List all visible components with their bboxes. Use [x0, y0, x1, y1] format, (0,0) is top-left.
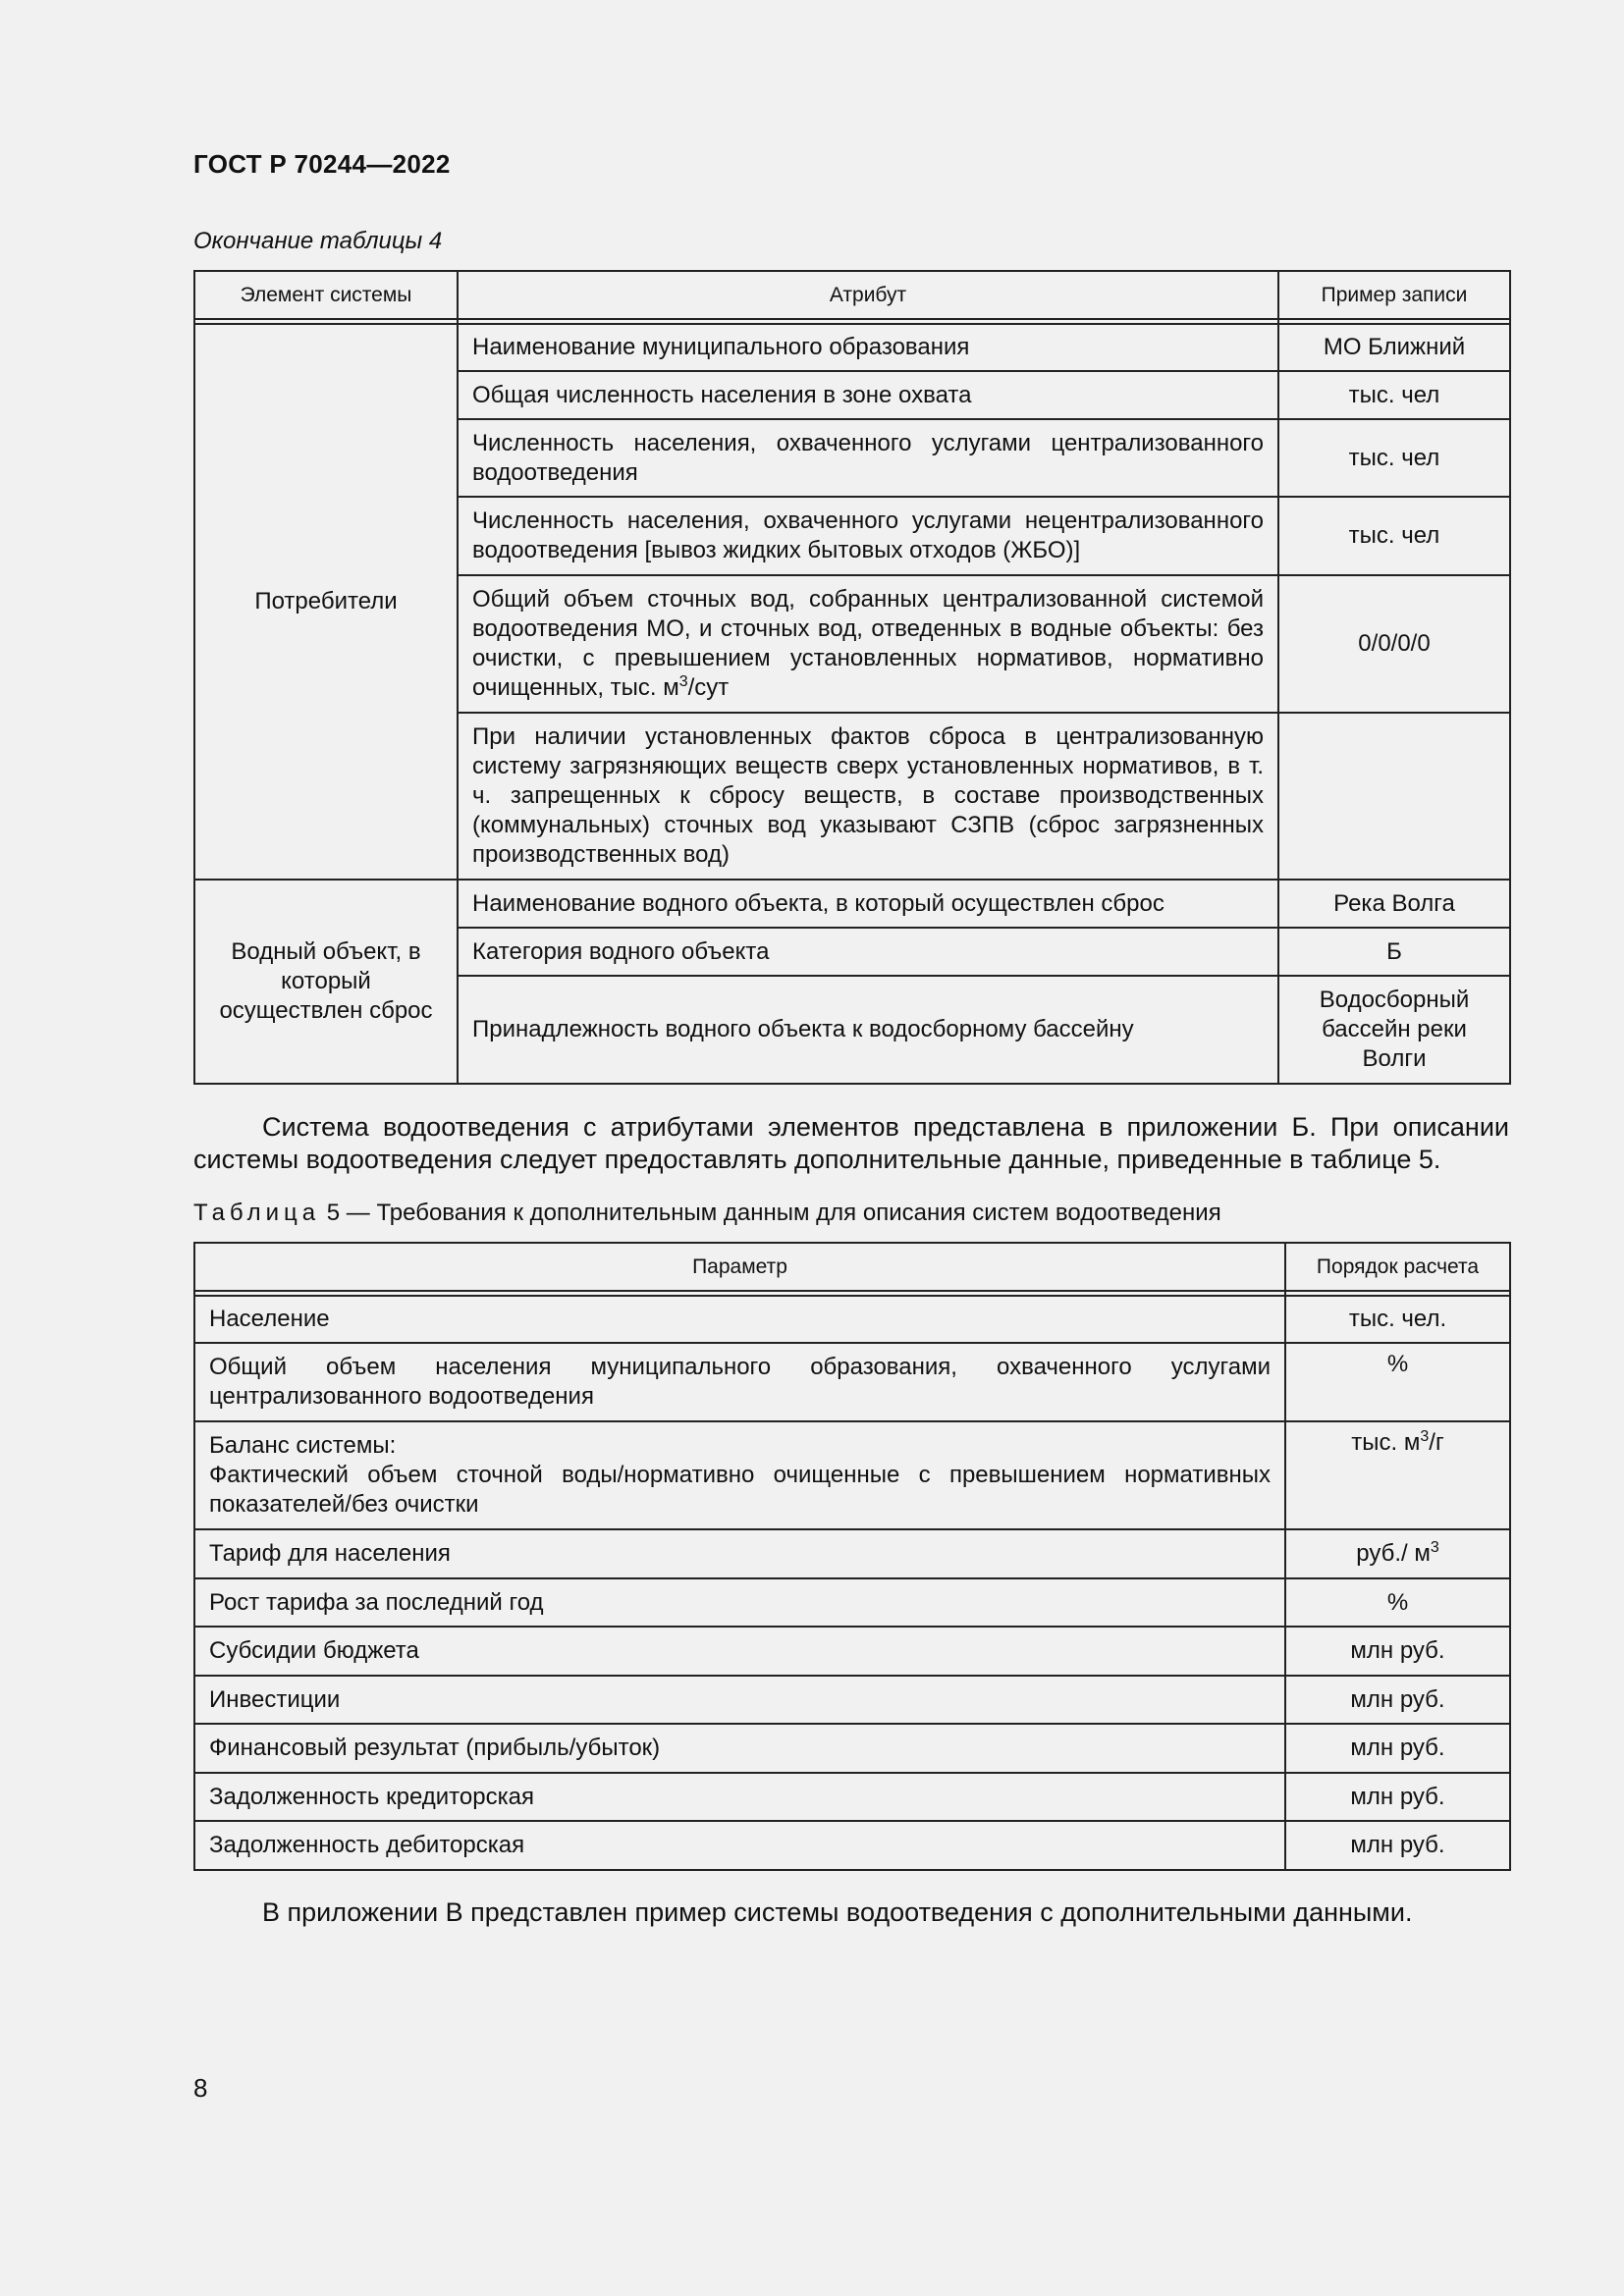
- table-row: [194, 1627, 1510, 1676]
- calculation-cell: %: [1285, 1343, 1510, 1421]
- calculation-cell: млн руб.: [1285, 1724, 1510, 1773]
- example-cell: МО Ближний: [1278, 324, 1510, 371]
- parameter-cell: Субсидии бюджета: [194, 1627, 1285, 1676]
- table-4: [193, 270, 1511, 1085]
- paragraph-appendix-b: Система водоотведения с атрибутами элементов представлена в приложении Б. При описании системы водоотведения следует предоставлять дополнительные данные, приведенные в таблице 5.: [193, 1112, 1509, 1174]
- parameter-cell: Баланс системы: Фактический объем сточной воды/нормативно очищенные с превышением нормативных показателей/без очистки: [194, 1421, 1285, 1529]
- table-row: [194, 1343, 1510, 1421]
- table4-continuation-caption: Окончание таблицы 4: [193, 228, 443, 254]
- table-row: [194, 1724, 1510, 1773]
- attribute-cell: Категория водного объекта: [458, 928, 1278, 976]
- example-cell: Водосборный бассейн реки Волги: [1278, 976, 1510, 1084]
- parameter-cell: Население: [194, 1296, 1285, 1343]
- attribute-cell: Наименование водного объекта, в который осуществлен сброс: [458, 880, 1278, 928]
- attribute-cell: При наличии установленных фактов сброса в централизованную систему загрязняющих веществ сверх установленных нормативов, в т. ч. запрещенных к сбросу веществ, в составе производственных (коммунальных) сточных вод указывают СЗПВ (сброс загрязненных производственных вод): [458, 713, 1278, 880]
- table5-title-label: Таблица: [193, 1200, 321, 1226]
- table-row: [194, 1529, 1510, 1578]
- table-row: [194, 1773, 1510, 1821]
- calculation-cell: тыс. чел.: [1285, 1296, 1510, 1343]
- table-5: [193, 1242, 1511, 1871]
- calculation-cell: млн руб.: [1285, 1676, 1510, 1724]
- attribute-cell: Численность населения, охваченного услугами нецентрализованного водоотведения [вывоз жидких бытовых отходов (ЖБО)]: [458, 497, 1278, 575]
- column-header-element: Элемент системы: [194, 271, 458, 319]
- parameter-cell: Рост тарифа за последний год: [194, 1578, 1285, 1627]
- parameter-cell: Тариф для населения: [194, 1529, 1285, 1578]
- table-row: [194, 1296, 1510, 1343]
- attribute-cell: Общая численность населения в зоне охвата: [458, 371, 1278, 419]
- calculation-cell: млн руб.: [1285, 1627, 1510, 1676]
- calculation-cell: тыс. $м^3/г$: [1285, 1421, 1510, 1529]
- table5-title-text: 5 — Требования к дополнительным данным для описания систем водоотведения: [320, 1200, 1221, 1226]
- column-header-calculation: Порядок расчета: [1285, 1243, 1510, 1291]
- table5-title: [193, 1200, 1221, 1227]
- example-cell: Б: [1278, 928, 1510, 976]
- example-cell: тыс. чел: [1278, 371, 1510, 419]
- parameter-cell: Задолженность кредиторская: [194, 1773, 1285, 1821]
- example-cell: Река Волга: [1278, 880, 1510, 928]
- calculation-cell: млн руб.: [1285, 1773, 1510, 1821]
- parameter-cell: Инвестиции: [194, 1676, 1285, 1724]
- calculation-cell: %: [1285, 1578, 1510, 1627]
- attribute-cell: Общий объем сточных вод, собранных централизованной системой водоотведения МО, и сточных вод, отведенных в водные объекты: без очистки, с превышением установленных нормативов, нормативно очищенных, тыс. $м^3$/сут: [458, 575, 1278, 713]
- parameter-cell: Задолженность дебиторская: [194, 1821, 1285, 1870]
- element-cell: Потребители: [194, 324, 458, 880]
- example-cell: 0/0/0/0: [1278, 575, 1510, 713]
- table-row: [194, 1821, 1510, 1870]
- paragraph-appendix-v: В приложении В представлен пример системы водоотведения с дополнительными данными.: [262, 1897, 1413, 1927]
- calculation-cell: руб./ $м^3$: [1285, 1529, 1510, 1578]
- table-row: [194, 1676, 1510, 1724]
- document-code: ГОСТ Р 70244—2022: [193, 149, 451, 179]
- page-number: 8: [193, 2073, 208, 2103]
- parameter-cell: Финансовый результат (прибыль/убыток): [194, 1724, 1285, 1773]
- example-cell: тыс. чел: [1278, 419, 1510, 497]
- column-header-parameter: Параметр: [194, 1243, 1285, 1291]
- parameter-cell: Общий объем населения муниципального образования, охваченного услугами централизованного водоотведения: [194, 1343, 1285, 1421]
- example-cell: [1278, 713, 1510, 880]
- table-row: [194, 324, 1510, 371]
- table-row: [194, 1578, 1510, 1627]
- column-header-example: Пример записи: [1278, 271, 1510, 319]
- table-row: [194, 880, 1510, 928]
- attribute-cell: Наименование муниципального образования: [458, 324, 1278, 371]
- example-cell: тыс. чел: [1278, 497, 1510, 575]
- column-header-attribute: Атрибут: [458, 271, 1278, 319]
- element-cell: Водный объект, в который осуществлен сброс: [194, 880, 458, 1084]
- calculation-cell: млн руб.: [1285, 1821, 1510, 1870]
- attribute-cell: Принадлежность водного объекта к водосборному бассейну: [458, 976, 1278, 1084]
- attribute-cell: Численность населения, охваченного услугами централизованного водоотведения: [458, 419, 1278, 497]
- table-row: [194, 1421, 1510, 1529]
